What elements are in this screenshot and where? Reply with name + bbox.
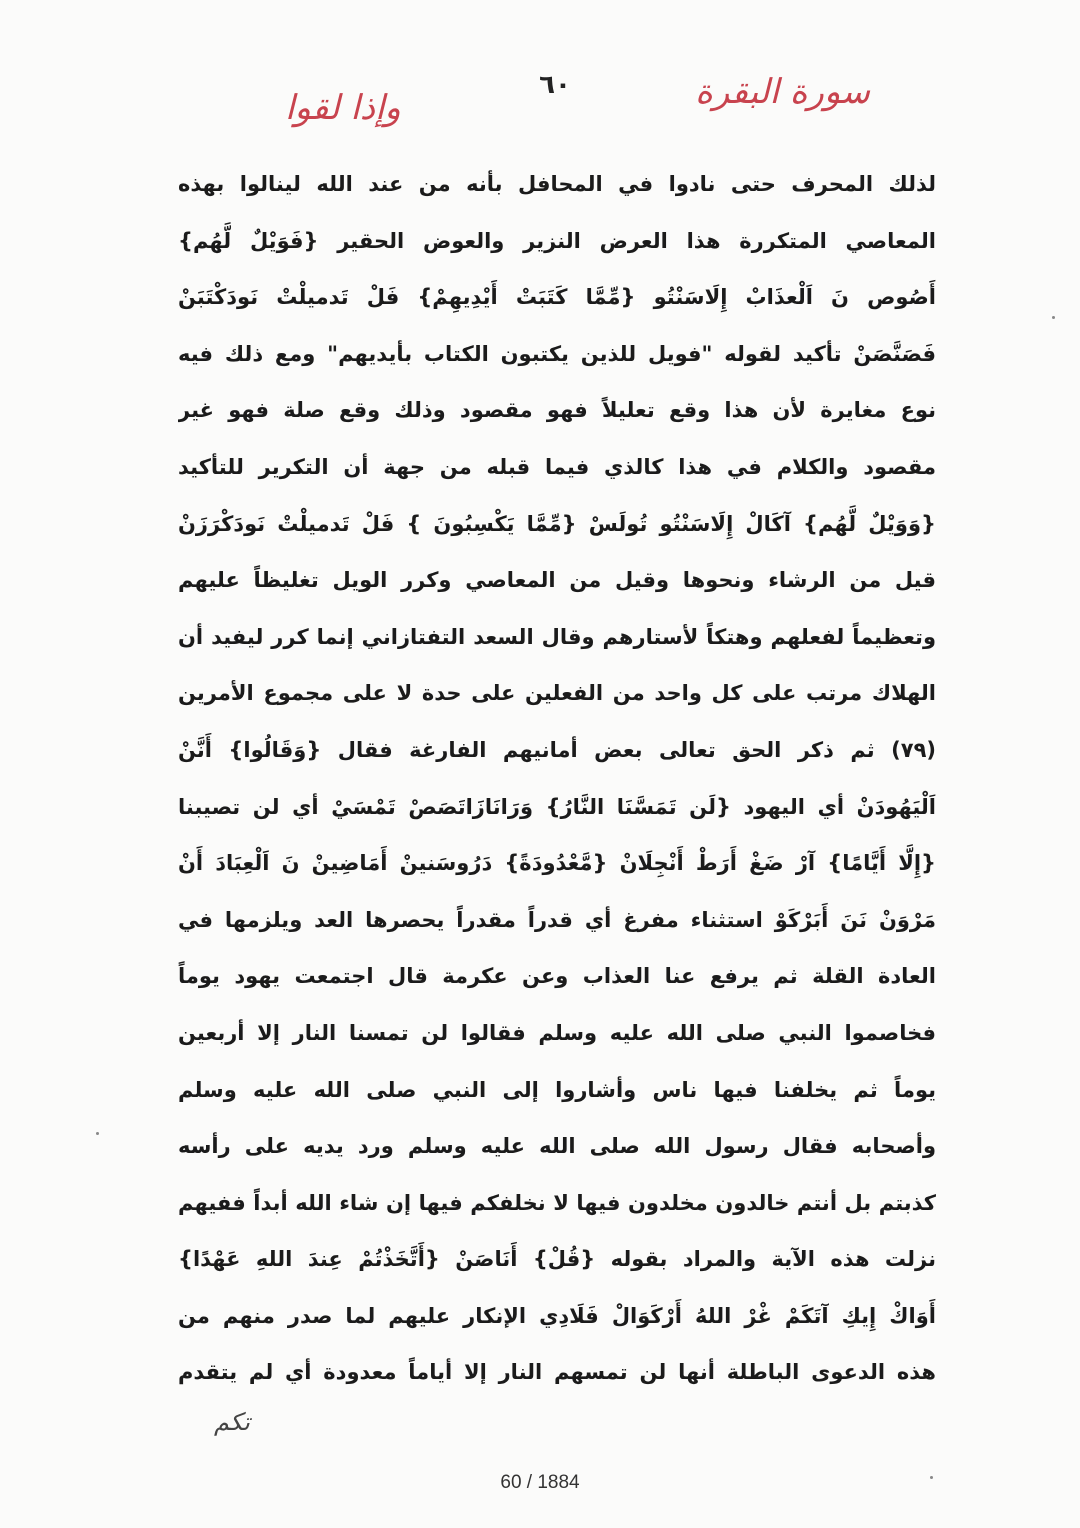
text-line: قيل من الرشاء ونحوها وقيل من المعاصي وكرر الويل تغليظاً عليهم	[178, 568, 936, 593]
page-counter: 60 / 1884	[500, 1472, 580, 1493]
text-line: مَرْوَنْ نَنَ أَبَرْكَوْ استثناء مفرغ أي قدراً مقدراً يحصرها العد ويلزمها في	[178, 907, 936, 932]
text-line: كذبتم بل أنتم خالدون مخلدون فيها لا نخلفكم فيها إن شاء الله أبداً ففيهم	[178, 1190, 936, 1215]
text-line: أَصُوص نَ اَلْعذَابْ إِلَاسَنْتُو {مِّمَّا كَتَبَتْ أَيْدِيهِمْ} فَلْ تَدميلْتْ نَودَكْتَبَنْ	[178, 285, 936, 310]
text-line: العادة القلة ثم يرفع عنا العذاب وعن عكرمة قال اجتمعت يهود يوماً	[178, 964, 936, 989]
text-line: وتعظيماً لفعلهم وهتكاً لأستارهم وقال السعد التفتازاني إنما كرر ليفيد أن	[178, 624, 936, 649]
text-line: يوماً ثم يخلفنا فيها ناس وأشاروا إلى النبي صلى الله عليه وسلم	[178, 1077, 936, 1102]
text-line: وأصحابه فقال رسول الله صلى الله عليه وسلم ورد يديه على رأسه	[178, 1134, 936, 1159]
text-line: لذلك المحرف حتى نادوا في المحافل بأنه من عند الله لينالوا بهذه	[178, 172, 936, 196]
text-line: المعاصي المتكررة هذا العرض النزير والعوض الحقير {فَوَيْلٌ لَّهُم}	[178, 228, 936, 253]
text-line: {إِلَّا أَيَّامًا} آرْ ضَغْ أَرَطْ أَنْجِلَانْ {مَّعْدُودَةً} دَرُوسَنينْ أَمَاضِينْ نَ اَلْعِبَادَ أَنْ	[178, 851, 936, 876]
text-line: أَوَاكْ إِيكِ آتَكَمْ غْرْ اللهُ أَرْكَوَالْ فَلَادِي الإنكار عليهم لما صدر منهم من	[178, 1303, 936, 1328]
text-line: فخاصموا النبي صلى الله عليه وسلم فقالوا لن تمسنا النار إلا أربعين	[178, 1020, 936, 1045]
text-line: الهلاك مرتب على كل واحد من الفعلين على حدة لا على مجموع الأمرين	[178, 681, 936, 706]
text-line: هذه الدعوى الباطلة أنها لن تمسهم النار إلا أياماً معدودة أي لم يتقدم	[178, 1360, 936, 1385]
text-line: نزلت هذه الآية والمراد بقوله {قُلْ} أَنَاصَنْ {أَتَّخَذْتُمْ عِندَ اللهِ عَهْدًا}	[178, 1247, 936, 1272]
text-line: (٧٩) ثم ذكر الحق تعالى بعض أمانيهم الفارغة فقال {وَقَالُوا} أَنَّنْ	[178, 737, 936, 762]
text-line: مقصود والكلام في هذا كالذي فيما قبله من جهة أن التكرير للتأكيد	[178, 454, 936, 479]
page-number: ٦٠	[539, 70, 571, 100]
text-line: {وَوَيْلٌ لَّهُم} آكَالْ إِلَاسَنْتُو تُولَسْ {مِّمَّا يَكْسِبُونَ } فَلْ تَدميلْتْ نَودَكْرَزَنْ	[178, 511, 936, 536]
text-line: نوع مغايرة لأن هذا وقع تعليلاً فهو مقصود وذلك وقع صلة فهو غير	[178, 398, 936, 423]
text-line: فَصَنَّصَنْ تأكيد لقوله "فويل للذين يكتبون الكتاب بأيديهم" ومع ذلك فيه	[178, 341, 936, 366]
scan-speck	[1052, 316, 1055, 319]
body-text	[178, 156, 936, 1401]
text-line: اَلْيَهُودَنْ أي اليهود {لَن تَمَسَّنَا النَّارُ} وَرَانَازَاتَصَصْ تَمْسَيْ أي لن تصيبنا	[178, 794, 936, 819]
catchword-header: وإذا لقوا	[285, 88, 401, 128]
surah-name-header: سورة البقرة	[695, 72, 870, 112]
handwritten-note: تكم	[214, 1408, 250, 1436]
scan-speck	[96, 1132, 99, 1135]
